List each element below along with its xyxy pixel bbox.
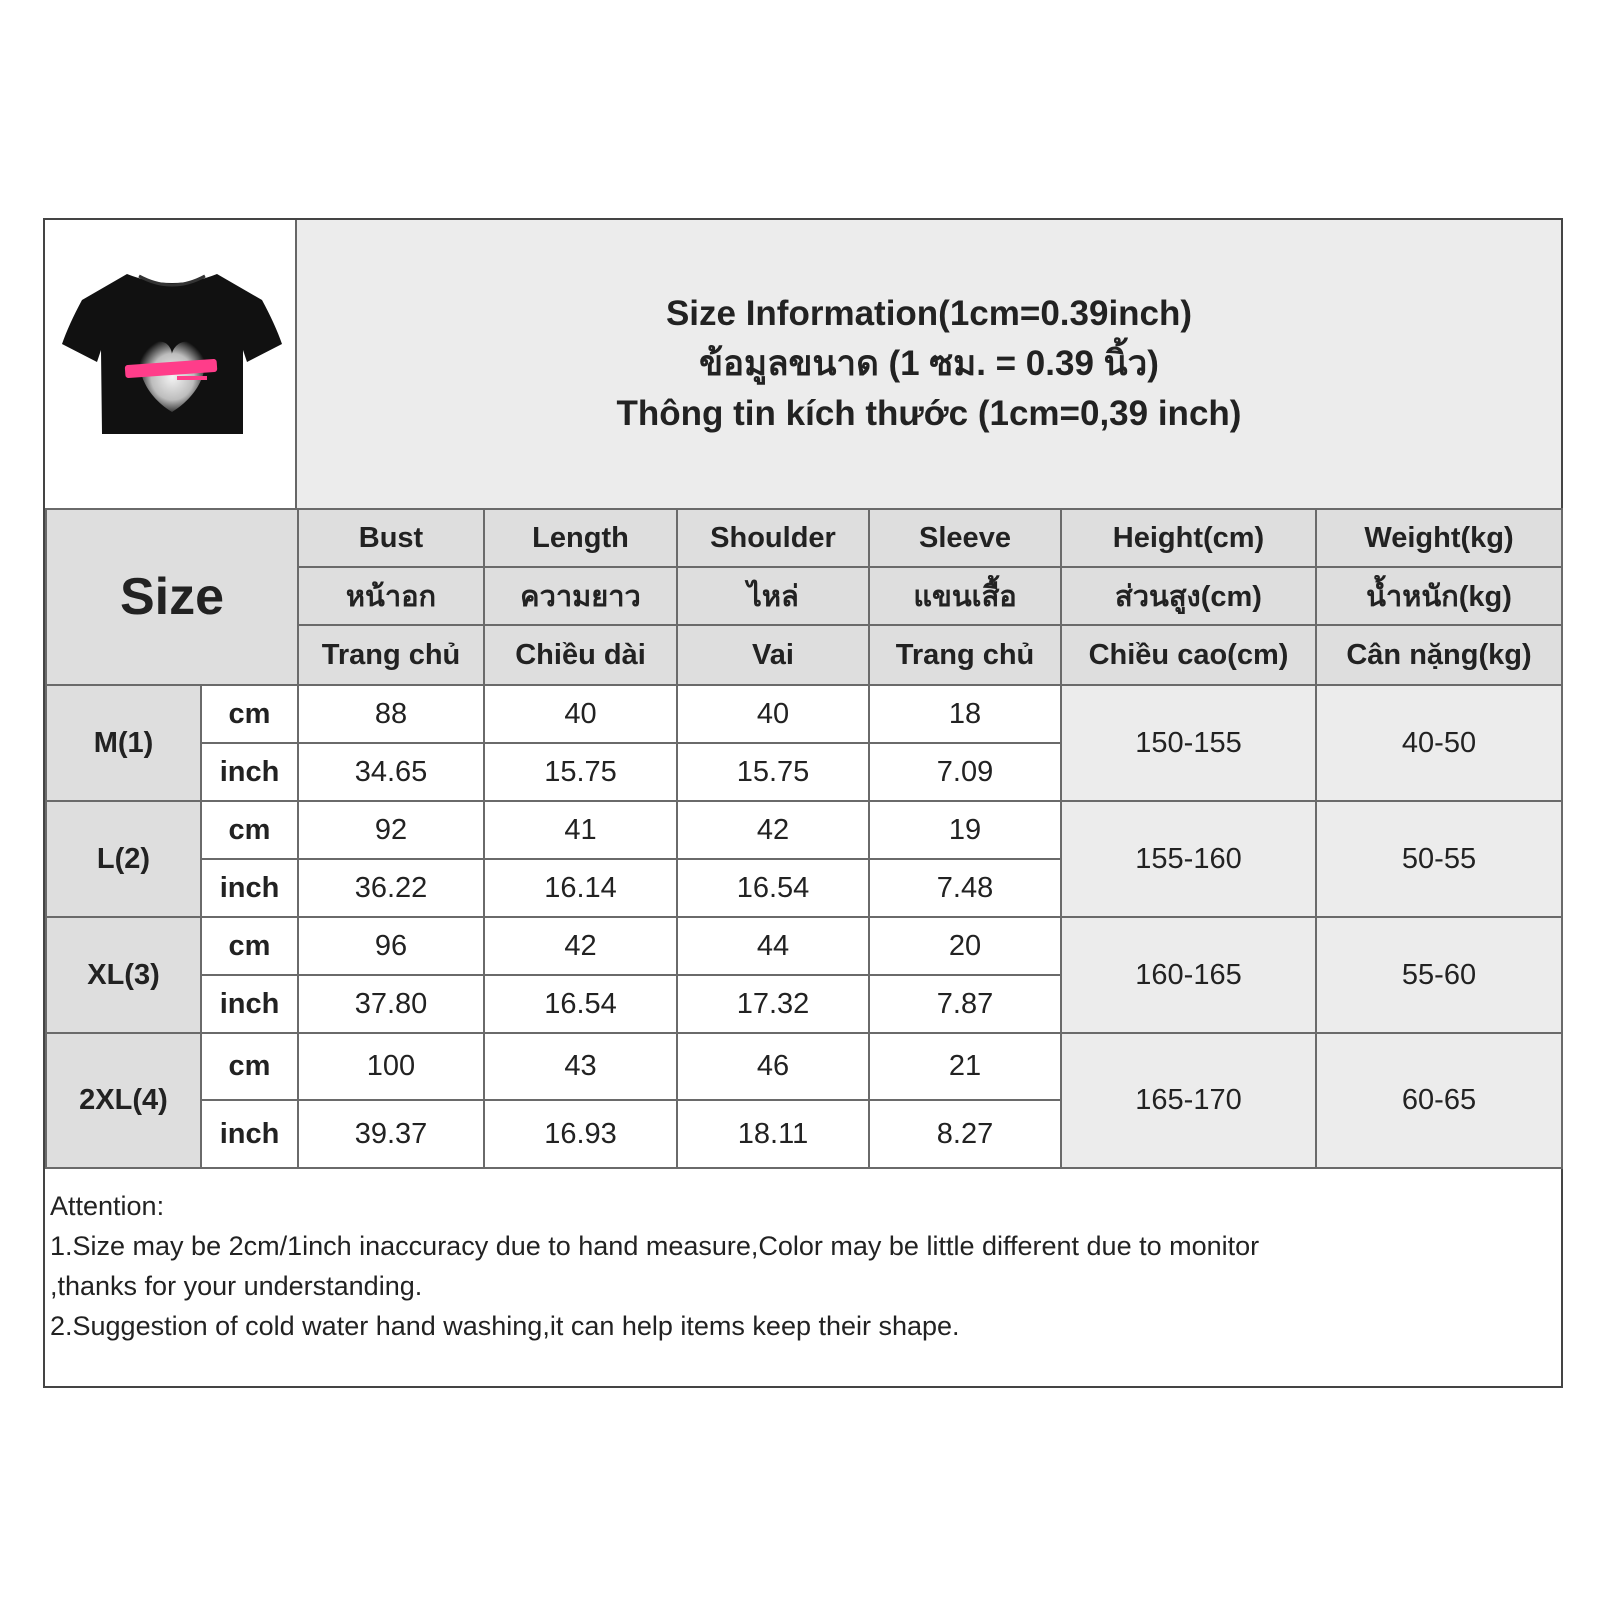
value-cell-cm: 42 <box>677 801 869 859</box>
unit-label-cm: cm <box>201 801 298 859</box>
value-cell-inch: 16.14 <box>484 859 677 917</box>
value-cell-inch: 15.75 <box>484 743 677 801</box>
size-chart-sheet <box>43 218 1563 1388</box>
value-cell-inch: 15.75 <box>677 743 869 801</box>
header-row-english <box>46 509 1562 567</box>
column-header-vietnamese: Cân nặng(kg) <box>1316 625 1562 685</box>
height-range-cell: 155-160 <box>1061 801 1316 917</box>
value-cell-cm: 100 <box>298 1033 484 1100</box>
value-cell-inch: 16.93 <box>484 1100 677 1168</box>
value-cell-inch: 7.48 <box>869 859 1061 917</box>
column-header-english: Bust <box>298 509 484 567</box>
column-header-thai: ความยาว <box>484 567 677 625</box>
column-header-thai: ไหล่ <box>677 567 869 625</box>
value-cell-inch: 7.09 <box>869 743 1061 801</box>
header-block <box>45 220 1561 510</box>
size-name-cell: XL(3) <box>46 917 201 1033</box>
value-cell-cm: 43 <box>484 1033 677 1100</box>
size-row-cm <box>46 1033 1562 1100</box>
value-cell-cm: 19 <box>869 801 1061 859</box>
weight-range-cell: 50-55 <box>1316 801 1562 917</box>
product-photo-cell <box>45 220 297 508</box>
weight-range-cell: 60-65 <box>1316 1033 1562 1168</box>
notes-line-3: 2.Suggestion of cold water hand washing,it can help items keep their shape. <box>50 1311 960 1341</box>
height-range-cell: 160-165 <box>1061 917 1316 1033</box>
column-header-english: Weight(kg) <box>1316 509 1562 567</box>
tshirt-image <box>57 262 287 452</box>
value-cell-inch: 37.80 <box>298 975 484 1033</box>
value-cell-cm: 92 <box>298 801 484 859</box>
unit-label-cm: cm <box>201 917 298 975</box>
notes-line-2: ,thanks for your understanding. <box>50 1271 423 1301</box>
column-header-thai: ส่วนสูง(cm) <box>1061 567 1316 625</box>
value-cell-inch: 16.54 <box>677 859 869 917</box>
unit-label-cm: cm <box>201 1033 298 1100</box>
column-header-vietnamese: Trang chủ <box>298 625 484 685</box>
title-english: Size Information(1cm=0.39inch) <box>665 294 1193 333</box>
size-header-cell: Size <box>46 509 298 685</box>
value-cell-cm: 18 <box>869 685 1061 743</box>
value-cell-inch: 18.11 <box>677 1100 869 1168</box>
unit-label-inch: inch <box>201 743 298 801</box>
size-row-cm <box>46 801 1562 859</box>
value-cell-inch: 7.87 <box>869 975 1061 1033</box>
size-name-cell: M(1) <box>46 685 201 801</box>
column-header-vietnamese: Vai <box>677 625 869 685</box>
column-header-thai: แขนเสื้อ <box>869 567 1061 625</box>
column-header-thai: หน้าอก <box>298 567 484 625</box>
value-cell-inch: 17.32 <box>677 975 869 1033</box>
value-cell-inch: 16.54 <box>484 975 677 1033</box>
weight-range-cell: 55-60 <box>1316 917 1562 1033</box>
size-name-cell: L(2) <box>46 801 201 917</box>
column-header-english: Sleeve <box>869 509 1061 567</box>
value-cell-cm: 42 <box>484 917 677 975</box>
height-range-cell: 150-155 <box>1061 685 1316 801</box>
column-header-vietnamese: Chiều dài <box>484 625 677 685</box>
size-name-cell: 2XL(4) <box>46 1033 201 1168</box>
attention-notes <box>50 1186 1550 1346</box>
size-row-cm <box>46 685 1562 743</box>
notes-line-1: 1.Size may be 2cm/1inch inaccuracy due to hand measure,Color may be little different due to monitor <box>50 1231 1260 1261</box>
value-cell-cm: 88 <box>298 685 484 743</box>
notes-heading: Attention: <box>50 1191 165 1221</box>
value-cell-cm: 44 <box>677 917 869 975</box>
value-cell-cm: 96 <box>298 917 484 975</box>
value-cell-inch: 36.22 <box>298 859 484 917</box>
value-cell-inch: 39.37 <box>298 1100 484 1168</box>
value-cell-cm: 41 <box>484 801 677 859</box>
value-cell-cm: 40 <box>484 685 677 743</box>
size-table <box>45 508 1563 1169</box>
unit-label-cm: cm <box>201 685 298 743</box>
unit-label-inch: inch <box>201 859 298 917</box>
height-range-cell: 165-170 <box>1061 1033 1316 1168</box>
weight-range-cell: 40-50 <box>1316 685 1562 801</box>
unit-label-inch: inch <box>201 1100 298 1168</box>
column-header-vietnamese: Trang chủ <box>869 625 1061 685</box>
size-row-cm <box>46 917 1562 975</box>
column-header-vietnamese: Chiều cao(cm) <box>1061 625 1316 685</box>
column-header-english: Length <box>484 509 677 567</box>
column-header-english: Height(cm) <box>1061 509 1316 567</box>
column-header-english: Shoulder <box>677 509 869 567</box>
title-cell <box>297 220 1561 508</box>
value-cell-inch: 34.65 <box>298 743 484 801</box>
value-cell-cm: 40 <box>677 685 869 743</box>
pink-small-text <box>177 376 207 380</box>
title-vietnamese: Thông tin kích thước (1cm=0,39 inch) <box>616 394 1242 433</box>
title-thai: ข้อมูลขนาด (1 ซม. = 0.39 นิ้ว) <box>699 344 1159 383</box>
value-cell-cm: 20 <box>869 917 1061 975</box>
value-cell-inch: 8.27 <box>869 1100 1061 1168</box>
unit-label-inch: inch <box>201 975 298 1033</box>
value-cell-cm: 46 <box>677 1033 869 1100</box>
value-cell-cm: 21 <box>869 1033 1061 1100</box>
column-header-thai: น้ำหนัก(kg) <box>1316 567 1562 625</box>
